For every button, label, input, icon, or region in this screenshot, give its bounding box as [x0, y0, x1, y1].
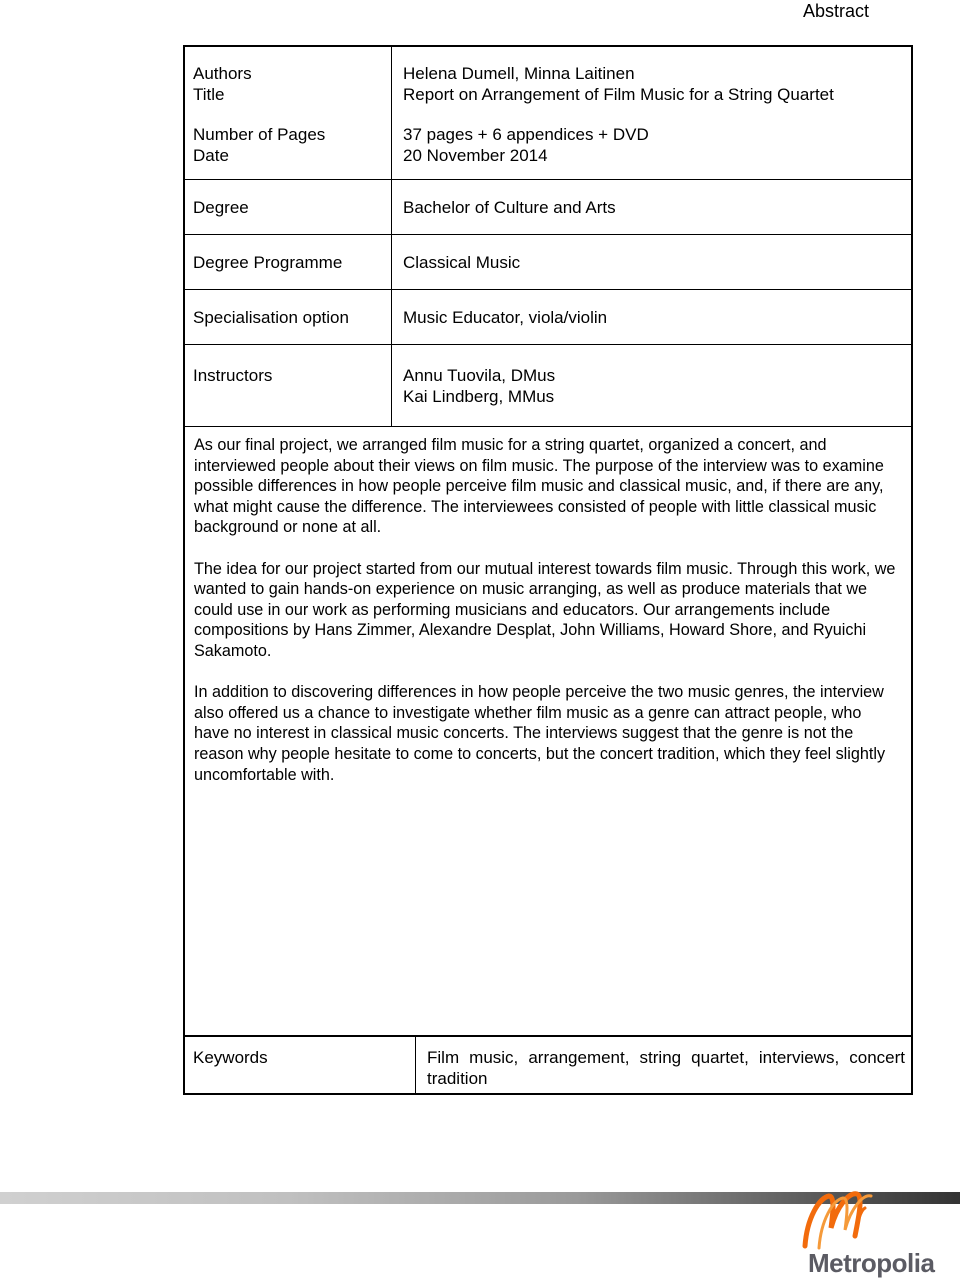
- label-degree-programme: Degree Programme: [193, 253, 343, 272]
- keywords-divider: [415, 1037, 416, 1093]
- abstract-paragraph-1: As our final project, we arranged film music for a string quartet, organized a concert, and interviewed people about their views on film music. The purpose of the interview was to examine possible differences in how people perceive film music and classical music, and, if there are any, what might cause the difference. The interviewees consisted of people with little classical music background or none at all.: [194, 436, 884, 537]
- label-date: Date: [193, 146, 229, 165]
- label-authors: Authors: [193, 64, 252, 83]
- label-degree: Degree: [193, 198, 249, 217]
- value-instructor-2: Kai Lindberg, MMus: [403, 387, 555, 406]
- label-title: Title: [193, 85, 225, 104]
- value-specialisation-option: Music Educator, viola/violin: [403, 308, 608, 327]
- page-header-label: Abstract: [802, 1, 869, 21]
- metropolia-logo-text: Metropolia: [808, 1248, 935, 1278]
- info-row-authors-title: [185, 47, 911, 180]
- label-instructors: Instructors: [193, 366, 273, 385]
- info-row-instructors: [185, 344, 911, 427]
- value-number-of-pages: 37 pages + 6 appendices + DVD: [403, 125, 649, 144]
- abstract-paragraph-3: In addition to discovering differences in how people perceive the two music genres, the interview also offered us a chance to investigate whether film music as a genre can attract people, who have no interest in classical music concerts. The interviews suggest that the genre is not the reason why people hesitate to come to concerts, but the concert tradition, which they feel slightly uncomfortable with.: [194, 683, 886, 784]
- value-title: Report on Arrangement of Film Music for a String Quartet: [403, 85, 834, 104]
- value-instructor-1: Annu Tuovila, DMus: [403, 366, 556, 385]
- abstract-form: [183, 45, 913, 1095]
- keywords-value: Film music, arrangement, string quartet, interviews, concert tradition: [427, 1048, 905, 1088]
- value-authors: Helena Dumell, Minna Laitinen: [403, 64, 635, 83]
- value-degree-programme: Classical Music: [403, 253, 521, 272]
- label-number-of-pages: Number of Pages: [193, 125, 326, 144]
- label-specialisation-option: Specialisation option: [193, 308, 349, 327]
- keywords-row: [185, 1035, 911, 1093]
- value-date: 20 November 2014: [403, 146, 548, 165]
- value-degree: Bachelor of Culture and Arts: [403, 198, 616, 217]
- keywords-label: Keywords: [193, 1048, 268, 1067]
- abstract-text: [194, 435, 899, 806]
- info-row-degree-programme: [185, 234, 911, 290]
- abstract-paragraph-2: The idea for our project started from our mutual interest towards film music. Through this work, we wanted to gain hands-on experience on music arranging, as well as produce materials that we could use in our work as performing musicians and educators. Our arrangements include compositions by Hans Zimmer, Alexandre Desplat, John Williams, Howard Shore, and Ryuichi Sakamoto.: [194, 559, 896, 660]
- info-row-degree: [185, 179, 911, 235]
- info-row-specialisation: [185, 289, 911, 345]
